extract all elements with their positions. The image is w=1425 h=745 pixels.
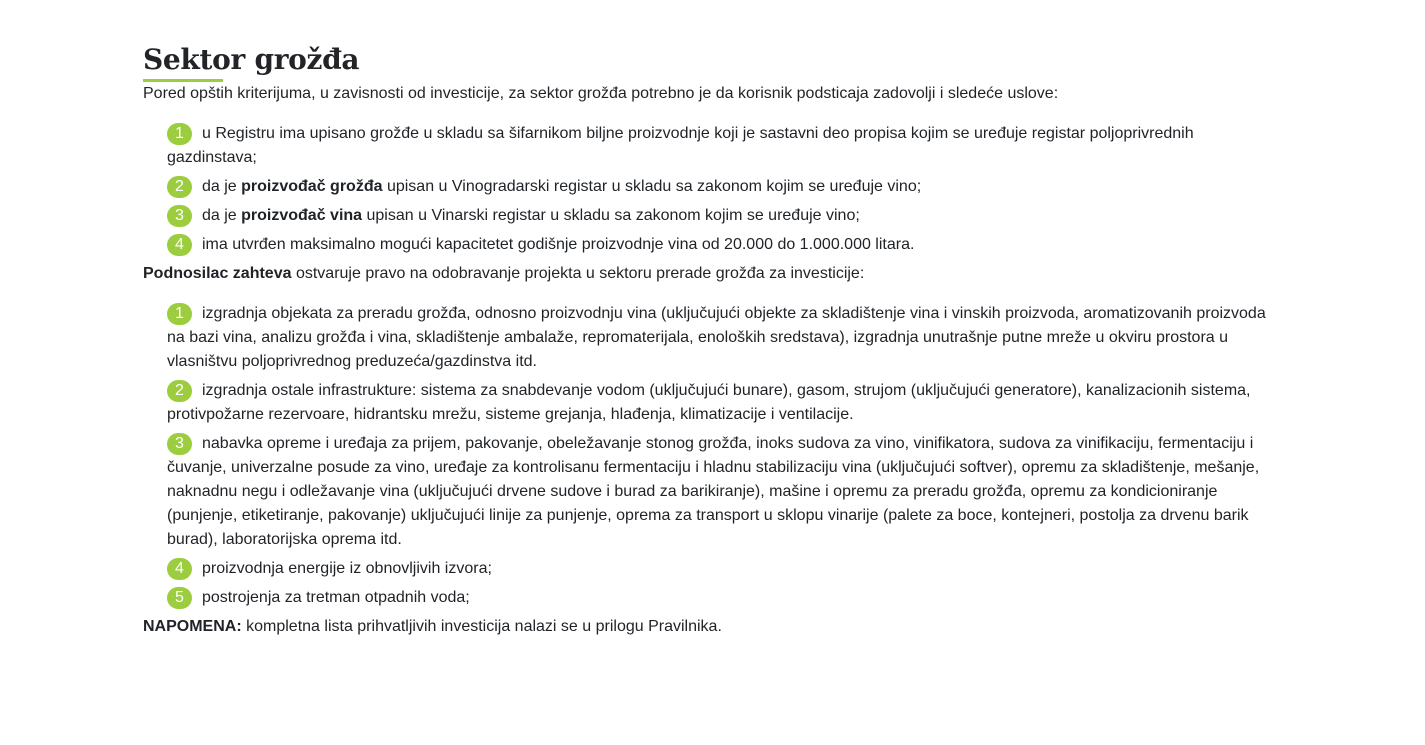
list-item [167,175,1268,199]
item-text: izgradnja objekata za preradu grožđa, odnosno proizvodnju vina (uključujući objekte za skladištenje vina i vinskih proizvoda, aromatizovanih proizvoda na bazi vina, analizu grožđa i vina, skladištenje ambalaže, repromaterijala, enoloških sredstava), izgradnja unutrašnje putne mreže u okviru prostora u vlasništvu poljoprivrednog preduzeća/gazdinstva itd. [167,305,1266,370]
item-text: da je [202,207,242,224]
number-badge: 2 [167,380,192,402]
number-badge: 4 [167,558,192,580]
content [143,0,1268,639]
number-badge: 2 [167,176,192,198]
intro-paragraph: Pored opštih kriterijuma, u zavisnosti od investicije, za sektor grožđa potrebno je da korisnik podsticaja zadovolji i sledeće uslove: [143,85,1059,102]
item-bold-text: proizvođač vina [241,207,363,224]
conditions-list [143,122,1268,257]
number-badge: 1 [167,123,192,145]
note-paragraph [143,615,1268,639]
item-text: da je [202,178,242,195]
investments-list [143,302,1268,610]
item-text: ima utvrđen maksimalno mogući kapacitetet godišnje proizvodnje vina od 20.000 do 1.000.000 litara. [202,236,915,253]
item-text: proizvodnja energije iz obnovljivih izvora; [202,560,492,577]
list-item [167,122,1268,170]
list-item [167,204,1268,228]
item-text-post: upisan u Vinarski registar u skladu sa zakonom kojim se uređuje vino; [362,207,860,224]
applicant-bold: Podnosilac zahteva [143,265,292,282]
number-badge: 3 [167,433,192,455]
list-item [167,302,1268,374]
item-text-post: upisan u Vinogradarski registar u skladu sa zakonom kojim se uređuje vino; [382,178,922,195]
page-title: Sektor grožđa [143,43,360,76]
number-badge: 4 [167,234,192,256]
item-text: izgradnja ostale infrastrukture: sistema za snabdevanje vodom (uključujući bunare), gasom, strujom (uključujući generatore), kanalizacionih sistema, protivpožarne rezervoare, hidrantsku mrežu, sisteme grejanja, hlađenja, klimatizacije i ventilacije. [167,382,1251,423]
note-bold: NAPOMENA: [143,618,242,635]
item-text: postrojenja za tretman otpadnih voda; [202,589,470,606]
list-item [167,432,1268,552]
item-text: u Registru ima upisano grožđe u skladu sa šifarnikom biljne proizvodnje koji je sastavni deo propisa kojim se uređuje registar poljoprivrednih gazdinstava; [167,125,1194,166]
applicant-paragraph [143,262,1268,286]
list-item [167,233,1268,257]
number-badge: 5 [167,587,192,609]
number-badge: 3 [167,205,192,227]
item-text: nabavka opreme i uređaja za prijem, pakovanje, obeležavanje stonog grožđa, inoks sudova za vino, vinifikatora, sudova za vinifikaciju, fermentaciju i čuvanje, univerzalne posude za vino, uređaje za kontrolisanu fermentaciju i hladnu stabilizaciju vina (uključujući softver), opremu za skladištenje, mešanje, naknadnu negu i odležavanje vina (uključujući drvene sudove i burad za barikiranje), mašine i opremu za preradu grožđa, opremu za kondicioniranje (punjenje, etiketiranje, pakovanje) uključujući linije za punjenje, oprema za transport u sklopu vinarije (palete za boce, kontejneri, postolja za drvenu barik burad), laboratorijska oprema itd. [167,435,1260,548]
list-item [167,586,1268,610]
list-item [167,557,1268,581]
number-badge: 1 [167,303,192,325]
applicant-text: ostvaruje pravo na odobravanje projekta u sektoru prerade grožđa za investicije: [291,265,865,282]
list-item [167,379,1268,427]
note-text: kompletna lista prihvatljivih investicija nalazi se u prilogu Pravilnika. [241,618,722,635]
item-bold-text: proizvođač grožđa [241,178,383,195]
